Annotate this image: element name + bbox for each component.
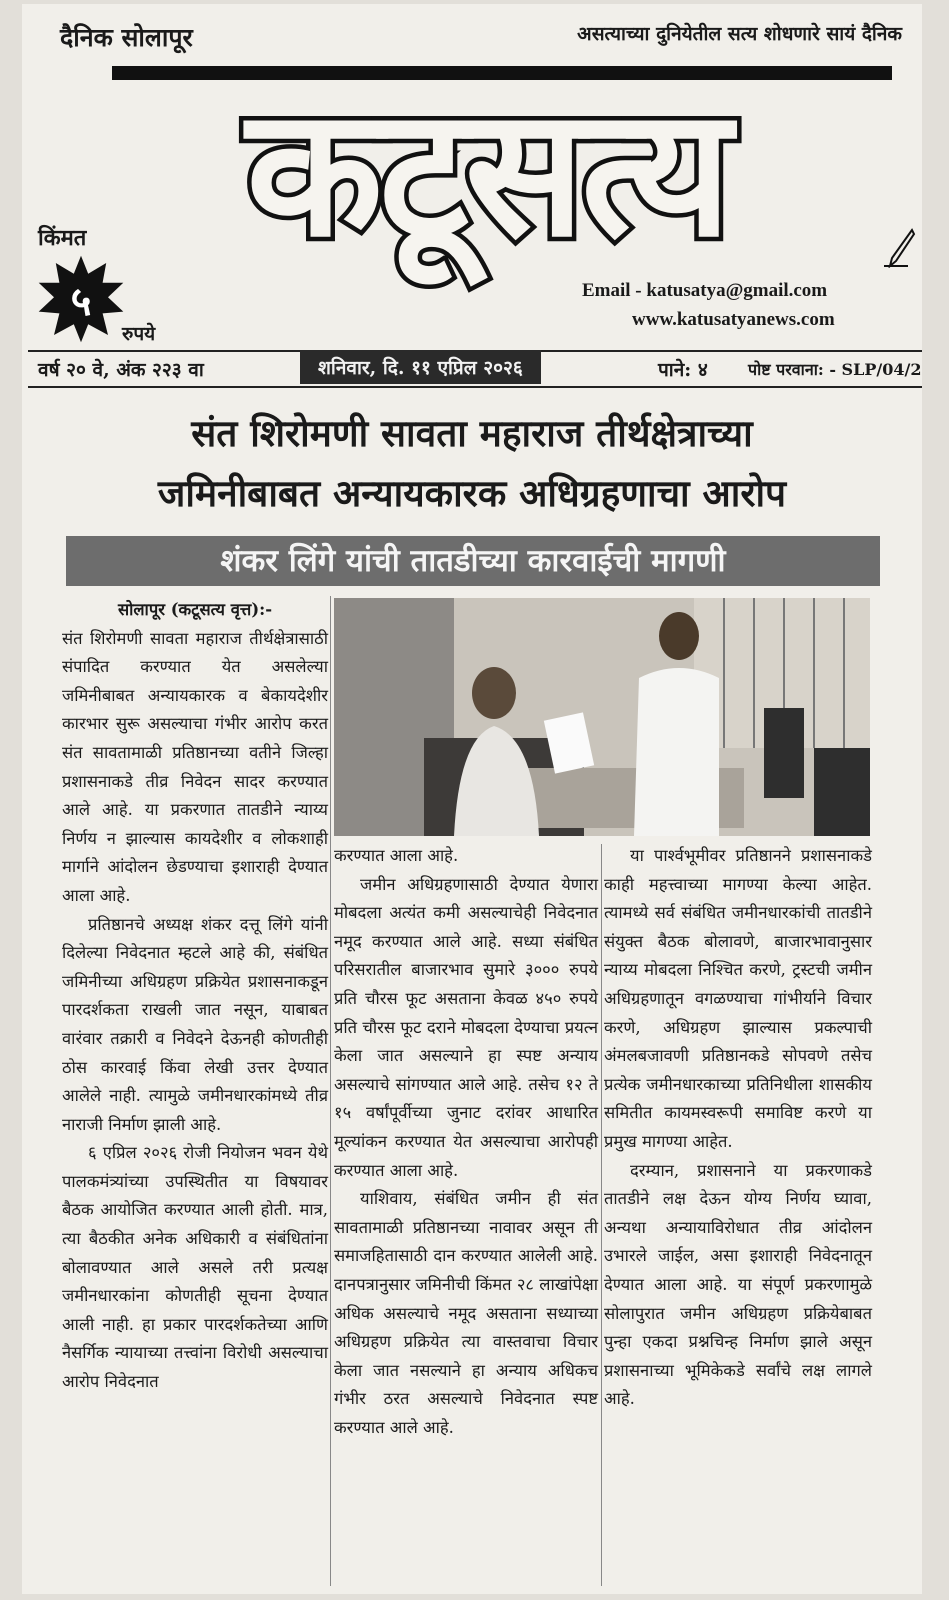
- article-column-1: [62, 596, 328, 1397]
- page-count: पाने: ४: [658, 359, 708, 381]
- paragraph: संत शिरोमणी सावता महाराज तीर्थक्षेत्रासाठी संपादित करण्यात येत असलेल्या जमिनीबाबत अन्यायकारक व बेकायदेशीर कारभार सुरू असल्याचा गंभीर आरोप करत संत सावतामाळी प्रतिष्ठानच्या वतीने जिल्हा प्रशासनाकडे तीव्र निवेदन सादर करण्यात आले आहे. या प्रकरणात तातडीने न्याय्य निर्णय न झाल्यास कायदेशीर व लोकशाही मार्गाने आंदोलन छेडण्याचा इशाराही देण्यात आला आहे.: [62, 628, 328, 905]
- article-subhead: शंकर लिंगे यांची तातडीच्या कारवाईची मागणी: [66, 536, 880, 586]
- publication-date: शनिवार, दि. ११ एप्रिल २०२६: [300, 350, 541, 384]
- paragraph: दरम्यान, प्रशासनाने या प्रकरणाकडे तातडीने लक्ष देऊन योग्य निर्णय घ्यावा, अन्यथा अन्यायाविरोधात तीव्र आंदोलन उभारले जाईल, असा इशाराही निवेदनातून देण्यात आला आहे. या संपूर्ण प्रकरणामुळे सोलापुरात जमीन अधिग्रहण प्रक्रियेबाबत पुन्हा एकदा प्रश्नचिन्ह निर्माण झाले असून प्रशासनाच्या भूमिकेकडे सर्वांचे लक्ष लागले आहे.: [604, 1160, 872, 1409]
- quill-pen-icon: [882, 228, 916, 268]
- article-headline: [62, 404, 882, 524]
- paragraph: ६ एप्रिल २०२६ रोजी नियोजन भवन येथे पालकमंत्र्यांच्या उपस्थितीत या विषयावर बैठक आयोजित करण्यात आली होती. मात्र, त्या बैठकीत अनेक अधिकारी व संबंधितांना बोलावण्यात आले असले तरी प्रत्यक्ष जमीनधारकांना कोणतीही सूचना देण्यात आली नाही. हा प्रकार पारदर्शकतेच्या आणि नैसर्गिक न्यायाच्या तत्त्वांना विरोधी असल्याचा आरोप निवेदनात: [62, 1143, 328, 1392]
- issue-number: वर्ष २० वे, अंक २२३ वा: [38, 359, 204, 381]
- paragraph: करण्यात आला आहे.: [334, 846, 459, 865]
- dateline-bar: [28, 350, 922, 388]
- paragraph: याशिवाय, संबंधित जमीन ही संत सावतामाळी प्रतिष्ठानच्या नावावर असून ती समाजहितासाठी दान करण्यात आलेली आहे. दानपत्रानुसार जमिनीची किंमत २८ लाखांपेक्षा अधिक असल्याचे नमूद असताना सध्याच्या अधिग्रहण प्रक्रियेत त्या वास्तवाचा विचार केला जात नसल्याने हा अन्याय अधिकच गंभीर ठरत असल्याचे निवेदनात स्पष्ट करण्यात आले आहे.: [334, 1189, 598, 1437]
- column-divider: [601, 844, 602, 1586]
- paragraph: या पार्श्वभूमीवर प्रतिष्ठानने प्रशासनाकडे काही महत्त्वाच्या मागण्या केल्या आहेत. त्यामध्ये सर्व संबंधित जमीनधारकांची तातडीने संयुक्त बैठक बोलावणे, बाजारभावानुसार न्याय्य मोबदला निश्चित करणे, ट्रस्टची जमीन अधिग्रहणातून वगळण्याचा गांभीर्याने विचार करणे, अधिग्रहण झाल्यास प्रकल्पाची अंमलबजावणी प्रतिष्ठानकडे सोपवणे तसेच प्रत्येक जमीनधारकाच्या प्रतिनिधीला शासकीय समितीत कायमस्वरूपी समाविष्ट करणे या प्रमुख मागण्या आहेत.: [604, 846, 872, 1151]
- postal-license: पोष्ट परवाना: - SLP/04/2: [748, 360, 922, 379]
- price-unit: रुपये: [122, 323, 156, 345]
- article-column-2: [334, 842, 598, 1442]
- article-column-3: [604, 842, 872, 1414]
- paragraph: जमीन अधिग्रहणासाठी देण्यात येणारा मोबदला अत्यंत कमी असल्याचेही निवेदनात नमूद करण्यात आले आहे. सध्या संबंधित परिसरातील बाजारभाव सुमारे ३००० रुपये प्रति चौरस फूट असताना केवळ ४५० रुपये प्रति चौरस फूट दराने मोबदला देण्याचा प्रयत्न केला जात असल्याने हा स्पष्ट अन्याय असल्याचे सांगण्यात आले आहे. तसेच १२ ते १५ वर्षांपूर्वीच्या जुनाट दरांवर आधारित मूल्यांकन करण्यात येत असल्याचा आरोपही करण्यात आला आहे.: [334, 874, 598, 1180]
- column-divider: [330, 596, 331, 1586]
- masthead-tagline: असत्याच्या दुनियेतील सत्य शोधणारे सायं दैनिक: [577, 23, 902, 45]
- article-photo: [334, 598, 870, 836]
- price-label: किंमत: [38, 225, 87, 251]
- headline-line-1: संत शिरोमणी सावता महाराज तीर्थक्षेत्राच्या: [191, 412, 753, 455]
- contact-email: Email - katusatya@gmail.com: [582, 280, 828, 301]
- price-value: ५: [70, 277, 92, 325]
- newspaper-logo: कटूसत्य: [246, 69, 728, 276]
- website-url: www.katusatyanews.com: [632, 309, 835, 330]
- newspaper-page: [22, 4, 922, 1594]
- city-name: दैनिक सोलापूर: [60, 23, 193, 52]
- article-lead-dateline: सोलापूर (कटूसत्य वृत्त):-: [117, 600, 273, 619]
- masthead: [22, 4, 922, 389]
- headline-line-2: जमिनीबाबत अन्यायकारक अधिग्रहणाचा आरोप: [157, 472, 787, 515]
- paragraph: प्रतिष्ठानचे अध्यक्ष शंकर दत्तू लिंगे यांनी दिलेल्या निवेदनात म्हटले आहे की, संबंधित जमिनीच्या अधिग्रहण प्रक्रियेत प्रशासनाकडून पारदर्शकता राखली जात नसून, याबाबत वारंवार तक्रारी व निवेदने देऊनही कोणतीही ठोस कारवाई किंवा लेखी उत्तर देण्यात आलेले नाही. त्यामुळे जमीनधारकांमध्ये तीव्र नाराजी निर्माण झाली आहे.: [62, 914, 328, 1134]
